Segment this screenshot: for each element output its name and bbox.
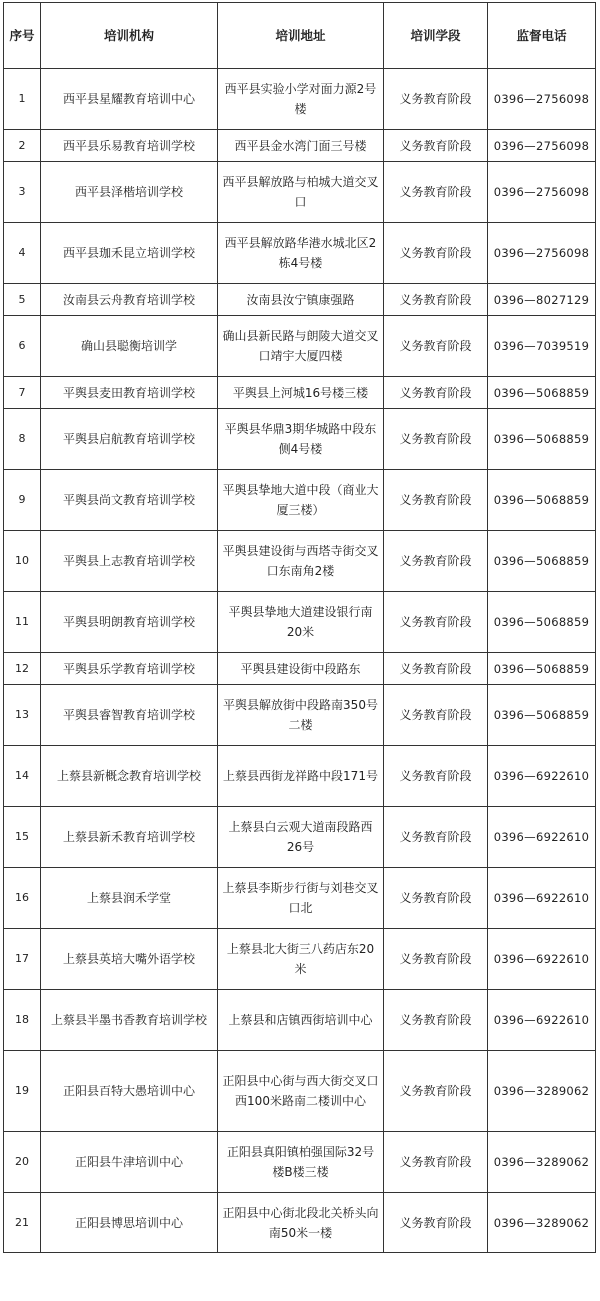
org-name: 平舆县启航教育培训学校	[41, 409, 218, 470]
stage: 义务教育阶段	[384, 1193, 488, 1253]
stage: 义务教育阶段	[384, 929, 488, 990]
row-number: 7	[4, 377, 41, 409]
address: 西平县解放路华港水城北区2栋4号楼	[218, 223, 384, 284]
phone: 0396—6922610	[488, 807, 596, 868]
table-row	[4, 162, 596, 223]
row-number: 10	[4, 531, 41, 592]
stage: 义务教育阶段	[384, 1132, 488, 1193]
stage: 义务教育阶段	[384, 1051, 488, 1132]
stage: 义务教育阶段	[384, 807, 488, 868]
row-number: 15	[4, 807, 41, 868]
table-row	[4, 470, 596, 531]
org-name: 汝南县云舟教育培训学校	[41, 284, 218, 316]
stage: 义务教育阶段	[384, 746, 488, 807]
row-number: 12	[4, 653, 41, 685]
address: 平舆县建设街中段路东	[218, 653, 384, 685]
org-name: 确山县聪衡培训学	[41, 316, 218, 377]
table-row	[4, 868, 596, 929]
org-name: 平舆县睿智教育培训学校	[41, 685, 218, 746]
table-row	[4, 284, 596, 316]
table-row	[4, 409, 596, 470]
phone: 0396—6922610	[488, 990, 596, 1051]
address: 汝南县汝宁镇康强路	[218, 284, 384, 316]
address: 上蔡县和店镇西街培训中心	[218, 990, 384, 1051]
row-number: 8	[4, 409, 41, 470]
org-name: 平舆县尚文教育培训学校	[41, 470, 218, 531]
phone: 0396—3289062	[488, 1051, 596, 1132]
row-number: 17	[4, 929, 41, 990]
stage: 义务教育阶段	[384, 653, 488, 685]
phone: 0396—5068859	[488, 653, 596, 685]
table-row	[4, 130, 596, 162]
address: 上蔡县西街龙祥路中段171号	[218, 746, 384, 807]
row-number: 3	[4, 162, 41, 223]
org-name: 正阳县博思培训中心	[41, 1193, 218, 1253]
header-org: 培训机构	[41, 3, 218, 69]
stage: 义务教育阶段	[384, 868, 488, 929]
phone: 0396—3289062	[488, 1132, 596, 1193]
row-number: 9	[4, 470, 41, 531]
row-number: 4	[4, 223, 41, 284]
phone: 0396—5068859	[488, 685, 596, 746]
address: 平舆县解放街中段路南350号二楼	[218, 685, 384, 746]
stage: 义务教育阶段	[384, 223, 488, 284]
org-name: 上蔡县润禾学堂	[41, 868, 218, 929]
table-row	[4, 316, 596, 377]
address: 西平县实验小学对面力源2号楼	[218, 69, 384, 130]
stage: 义务教育阶段	[384, 531, 488, 592]
stage: 义务教育阶段	[384, 685, 488, 746]
stage: 义务教育阶段	[384, 470, 488, 531]
phone: 0396—7039519	[488, 316, 596, 377]
org-name: 上蔡县英培大嘴外语学校	[41, 929, 218, 990]
org-name: 正阳县百特大愚培训中心	[41, 1051, 218, 1132]
phone: 0396—2756098	[488, 69, 596, 130]
phone: 0396—2756098	[488, 130, 596, 162]
stage: 义务教育阶段	[384, 162, 488, 223]
address: 平舆县挚地大道中段（商业大厦三楼）	[218, 470, 384, 531]
stage: 义务教育阶段	[384, 316, 488, 377]
row-number: 6	[4, 316, 41, 377]
address: 平舆县建设街与西塔寺街交叉口东南角2楼	[218, 531, 384, 592]
address: 确山县新民路与朗陵大道交叉口靖宇大厦四楼	[218, 316, 384, 377]
table-row	[4, 653, 596, 685]
row-number: 19	[4, 1051, 41, 1132]
row-number: 14	[4, 746, 41, 807]
stage: 义务教育阶段	[384, 990, 488, 1051]
row-number: 1	[4, 69, 41, 130]
address: 正阳县中心街北段北关桥头向南50米一楼	[218, 1193, 384, 1253]
address: 西平县金水湾门面三号楼	[218, 130, 384, 162]
org-name: 上蔡县新概念教育培训学校	[41, 746, 218, 807]
phone: 0396—5068859	[488, 409, 596, 470]
phone: 0396—5068859	[488, 531, 596, 592]
row-number: 5	[4, 284, 41, 316]
table-row	[4, 223, 596, 284]
phone: 0396—2756098	[488, 162, 596, 223]
address: 上蔡县北大街三八药店东20米	[218, 929, 384, 990]
org-name: 西平县乐易教育培训学校	[41, 130, 218, 162]
table-row	[4, 69, 596, 130]
address: 上蔡县李斯步行街与刘巷交叉口北	[218, 868, 384, 929]
row-number: 11	[4, 592, 41, 653]
phone: 0396—6922610	[488, 746, 596, 807]
row-number: 18	[4, 990, 41, 1051]
address: 平舆县上河城16号楼三楼	[218, 377, 384, 409]
table-row	[4, 377, 596, 409]
address: 平舆县华鼎3期华城路中段东侧4号楼	[218, 409, 384, 470]
table-row	[4, 807, 596, 868]
org-name: 正阳县牛津培训中心	[41, 1132, 218, 1193]
org-name: 平舆县麦田教育培训学校	[41, 377, 218, 409]
table-row	[4, 685, 596, 746]
org-name: 上蔡县新禾教育培训学校	[41, 807, 218, 868]
row-number: 2	[4, 130, 41, 162]
org-name: 西平县星耀教育培训中心	[41, 69, 218, 130]
stage: 义务教育阶段	[384, 284, 488, 316]
phone: 0396—5068859	[488, 592, 596, 653]
address: 西平县解放路与柏城大道交叉口	[218, 162, 384, 223]
phone: 0396—5068859	[488, 470, 596, 531]
stage: 义务教育阶段	[384, 69, 488, 130]
header-phone: 监督电话	[488, 3, 596, 69]
address: 正阳县中心街与西大街交叉口西100米路南二楼训中心	[218, 1051, 384, 1132]
row-number: 13	[4, 685, 41, 746]
table-row	[4, 531, 596, 592]
address: 正阳县真阳镇柏强国际32号楼B楼三楼	[218, 1132, 384, 1193]
row-number: 16	[4, 868, 41, 929]
header-stage: 培训学段	[384, 3, 488, 69]
phone: 0396—2756098	[488, 223, 596, 284]
stage: 义务教育阶段	[384, 130, 488, 162]
phone: 0396—8027129	[488, 284, 596, 316]
org-name: 上蔡县半墨书香教育培训学校	[41, 990, 218, 1051]
phone: 0396—3289062	[488, 1193, 596, 1253]
phone: 0396—5068859	[488, 377, 596, 409]
table-row	[4, 1051, 596, 1132]
org-name: 西平县珈禾昆立培训学校	[41, 223, 218, 284]
phone: 0396—6922610	[488, 868, 596, 929]
header-seq: 序号	[4, 3, 41, 69]
table-row	[4, 592, 596, 653]
org-name: 平舆县乐学教育培训学校	[41, 653, 218, 685]
row-number: 20	[4, 1132, 41, 1193]
stage: 义务教育阶段	[384, 377, 488, 409]
table-header-row	[4, 3, 596, 69]
institution-table	[3, 2, 596, 1253]
table-row	[4, 1132, 596, 1193]
table-row	[4, 1193, 596, 1253]
stage: 义务教育阶段	[384, 592, 488, 653]
address: 上蔡县白云观大道南段路西26号	[218, 807, 384, 868]
org-name: 平舆县明朗教育培训学校	[41, 592, 218, 653]
header-address: 培训地址	[218, 3, 384, 69]
stage: 义务教育阶段	[384, 409, 488, 470]
table-row	[4, 990, 596, 1051]
phone: 0396—6922610	[488, 929, 596, 990]
org-name: 西平县泽楷培训学校	[41, 162, 218, 223]
org-name: 平舆县上志教育培训学校	[41, 531, 218, 592]
row-number: 21	[4, 1193, 41, 1253]
address: 平舆县挚地大道建设银行南20米	[218, 592, 384, 653]
table-row	[4, 746, 596, 807]
table-row	[4, 929, 596, 990]
